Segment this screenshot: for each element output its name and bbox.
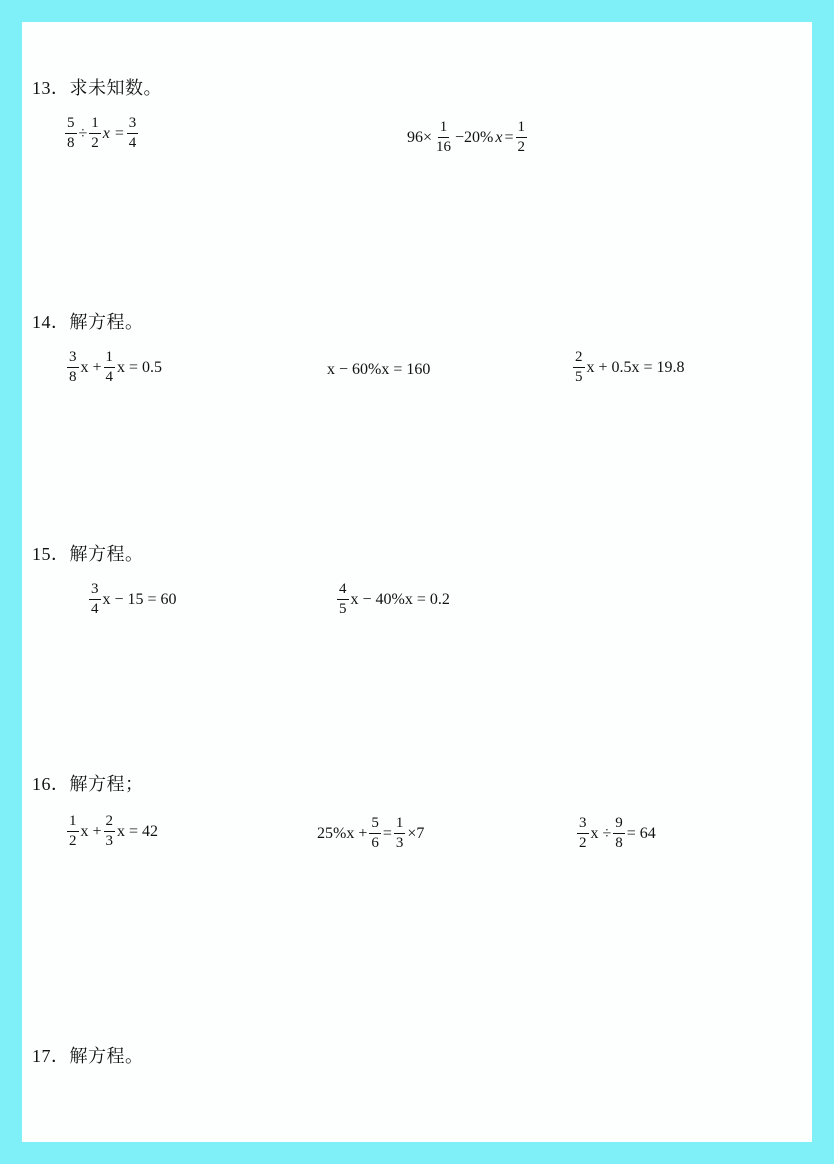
denominator: 2 [517, 139, 526, 155]
fraction [394, 816, 406, 851]
equation-text: x + [80, 358, 102, 376]
equation-text: x = 0.5 [117, 358, 163, 376]
fraction [577, 816, 589, 851]
numerator: 2 [573, 350, 585, 368]
worksheet-page [22, 22, 812, 1142]
equation-text: 96× [407, 128, 433, 146]
problem-14-eq-2 [326, 361, 431, 379]
problem-13-eq-2 [406, 120, 528, 155]
denominator: 4 [128, 135, 137, 151]
denominator: 8 [615, 835, 623, 851]
fraction [65, 116, 77, 151]
problem-16-eq-1 [66, 814, 159, 849]
fraction [337, 582, 349, 617]
problem-16-eq-2 [316, 816, 425, 851]
numerator: 2 [104, 814, 116, 832]
equation-text: x ÷ [590, 824, 612, 842]
numerator: 1 [89, 116, 101, 134]
numerator: 3 [67, 350, 79, 368]
problem-14-eq-1 [66, 350, 163, 385]
denominator: 4 [91, 601, 99, 617]
denominator: 5 [575, 369, 583, 385]
denominator: 8 [69, 369, 77, 385]
problem-17-heading: 17．解方程。 [32, 1046, 144, 1067]
fraction [369, 816, 381, 851]
problem-15-eq-1 [88, 582, 178, 617]
denominator: 4 [105, 369, 114, 385]
denominator: 16 [436, 139, 452, 155]
equation-text: = [504, 128, 514, 146]
fraction [613, 816, 625, 851]
fraction [89, 116, 101, 151]
numerator: 3 [89, 582, 101, 600]
fraction [104, 814, 116, 849]
problem-13-eq-1 [64, 116, 139, 151]
equation-text: x − 60%x = 160 [327, 361, 431, 378]
fraction [104, 350, 116, 385]
equation-text: = [382, 824, 392, 842]
denominator: 3 [105, 833, 114, 849]
equation-text: ×7 [407, 824, 425, 842]
problem-16-eq-3 [576, 816, 657, 851]
numerator: 5 [369, 816, 381, 834]
fraction [89, 582, 101, 617]
problem-15-heading: 15．解方程。 [32, 544, 144, 565]
fraction [67, 814, 79, 849]
numerator: 9 [613, 816, 625, 834]
problem-13-heading: 13．求未知数。 [32, 78, 162, 99]
denominator: 3 [395, 835, 404, 851]
fraction [127, 116, 139, 151]
equation-text: x − 40%x = 0.2 [350, 590, 450, 608]
equation-text: x = 42 [117, 822, 159, 840]
problem-16-heading: 16．解方程； [32, 774, 144, 795]
numerator: 1 [67, 814, 79, 832]
numerator: 1 [394, 816, 406, 834]
numerator: 5 [65, 116, 77, 134]
numerator: 1 [438, 120, 450, 138]
equation-text: ÷ [78, 124, 88, 142]
problem-15-eq-2 [336, 582, 451, 617]
equation-text: x − 15 = 60 [102, 590, 177, 608]
denominator: 2 [91, 135, 99, 151]
denominator: 2 [579, 835, 587, 851]
equation-text: −20% [455, 128, 494, 146]
denominator: 6 [371, 835, 379, 851]
denominator: 2 [69, 833, 77, 849]
equation-text: 25%x + [317, 824, 368, 842]
numerator: 4 [337, 582, 349, 600]
fraction [573, 350, 585, 385]
numerator: 3 [577, 816, 589, 834]
fraction [67, 350, 79, 385]
numerator: 3 [127, 116, 139, 134]
problem-14-heading: 14．解方程。 [32, 312, 144, 333]
numerator: 1 [104, 350, 116, 368]
problem-14-eq-3 [572, 350, 686, 385]
numerator: 1 [516, 120, 528, 138]
equation-text: = 64 [626, 824, 656, 842]
equation-text: x [495, 128, 503, 146]
equation-text: x + [80, 822, 102, 840]
denominator: 8 [67, 135, 75, 151]
fraction [434, 120, 453, 155]
equation-text: x = [102, 124, 125, 142]
equation-text: x + 0.5x = 19.8 [586, 358, 685, 376]
denominator: 5 [339, 601, 347, 617]
fraction [516, 120, 528, 155]
